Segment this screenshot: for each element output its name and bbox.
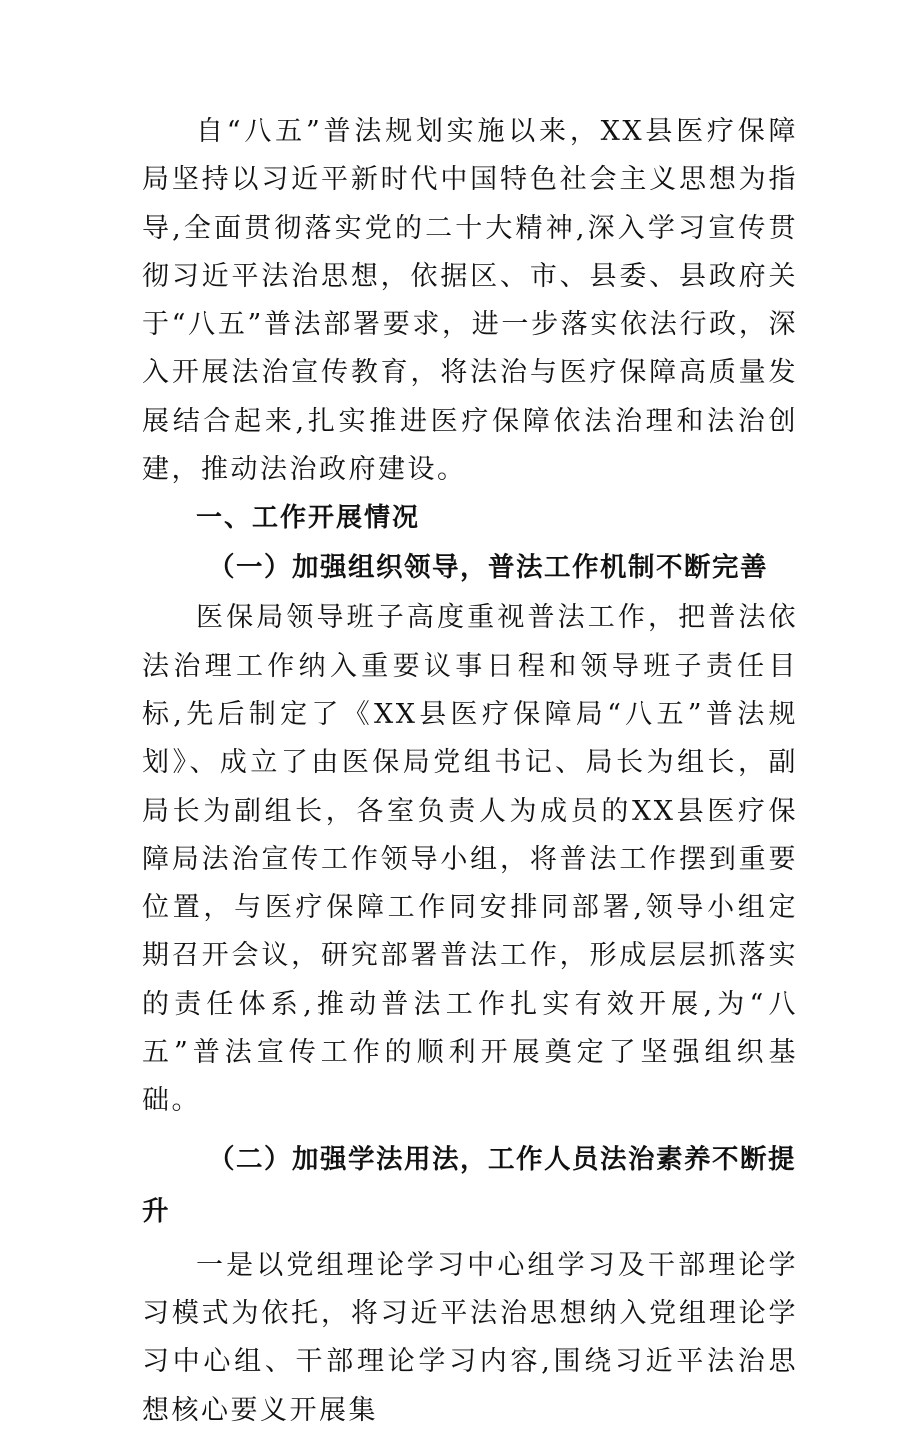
subsection-heading-organization: （一）加强组织领导，普法工作机制不断完善 [208, 552, 768, 584]
intro-paragraph: 自“八五”普法规划实施以来，XX县医疗保障局坚持以习近平新时代中国特色社会主义思想为指导,全面贯彻落实党的二十大精神,深入学习宣传贯彻习近平法治思想，依据区、市、县委、县政府关于“八五”普法部署要求，进一步落实依法行政，深入开展法治宣传教育，将法治与医疗保障高质量发展结合起来,扎实推进医疗保障依法治理和法治创建，推动法治政府建设。 [142, 116, 798, 486]
subsection-body-legal-study: 一是以党组理论学习中心组学习及干部理论学习模式为依托，将习近平法治思想纳入党组理论学习中心组、干部理论学习内容,围绕习近平法治思想核心要义开展集 [142, 1249, 798, 1426]
subsection-body-organization: 医保局领导班子高度重视普法工作，把普法依法治理工作纳入重要议事日程和领导班子责任目标,先后制定了《XX县医疗保障局“八五”普法规划》、成立了由医保局党组书记、局长为组长，副局长为副组长，各室负责人为成员的XX县医疗保障局法治宣传工作领导小组，将普法工作摆到重要位置，与医疗保障工作同安排同部署,领导小组定期召开会议，研究部署普法工作，形成层层抓落实的责任体系,推动普法工作扎实有效开展,为“八五”普法宣传工作的顺利开展奠定了坚强组织基础。 [142, 602, 798, 1117]
subsection-heading-legal-study: （二）加强学法用法，工作人员法治素养不断提升 [142, 1143, 796, 1227]
document-body [142, 108, 798, 1435]
section-heading-work-progress: 一、工作开展情况 [196, 503, 421, 534]
